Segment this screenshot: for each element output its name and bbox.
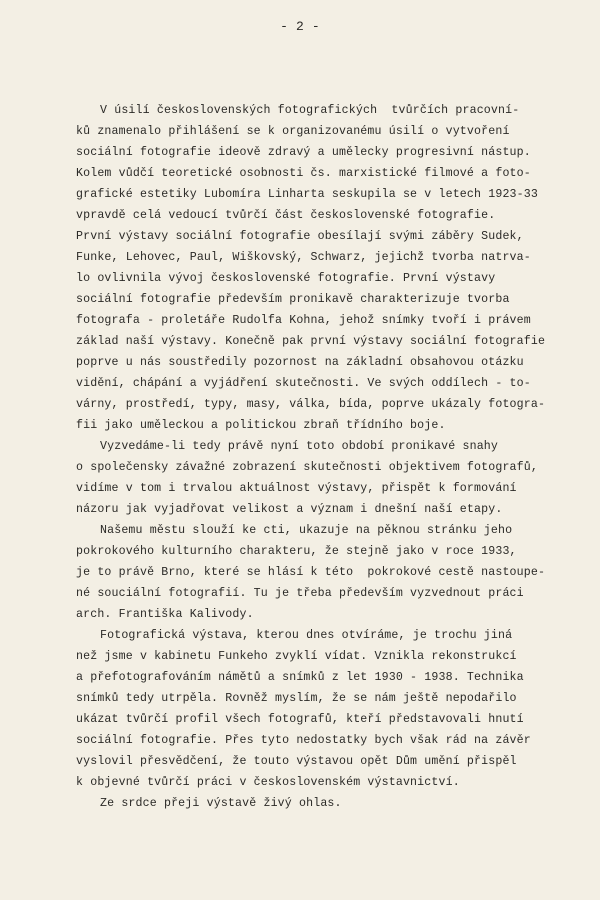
text-line: Vyzvedáme-li tedy právě nyní toto období pronikavé snahy	[100, 440, 499, 453]
text-line: lo ovlivnila vývoj československé fotografie. První výstavy	[76, 272, 496, 285]
text-line: fii jako uměleckou a politickou zbraň třídního boje.	[76, 419, 446, 432]
text-line: vidění, chápání a vyjádření skutečnosti. Ve svých oddílech - to-	[76, 377, 531, 390]
text-line: snímků tedy utrpěla. Rovněž myslím, že se nám ještě nepodařilo	[76, 692, 517, 705]
text-line: ků znamenalo přihlášení se k organizovanému úsilí o vytvoření	[76, 125, 510, 138]
paragraph-4	[76, 625, 596, 793]
text-line: vpravdě celá vedoucí tvůrčí část československé fotografie.	[76, 209, 496, 222]
text-line: je to právě Brno, které se hlásí k této pokrokové cestě nastoupe-	[76, 566, 546, 579]
text-line: První výstavy sociální fotografie obesílají svými záběry Sudek,	[76, 230, 524, 243]
text-line: Ze srdce přeji výstavě živý ohlas.	[100, 797, 342, 810]
text-line: V úsilí československých fotografických tvůrčích pracovní-	[100, 104, 520, 117]
text-line: a přefotografováním námětů a snímků z let 1930 - 1938. Technika	[76, 671, 524, 684]
text-line: než jsme v kabinetu Funkeho zvyklí vídat. Vznikla rekonstrukcí	[76, 650, 517, 663]
paragraph-1	[76, 100, 596, 436]
paragraph-5	[76, 793, 596, 814]
text-line: né souciální fotografií. Tu je třeba především vyzvednout práci	[76, 587, 524, 600]
text-line: vidíme v tom i trvalou aktuálnost výstavy, přispět k formování	[76, 482, 517, 495]
letter-body	[76, 100, 596, 814]
text-line: k objevné tvůrčí práci v československém výstavnictví.	[76, 776, 460, 789]
text-line: Funke, Lehovec, Paul, Wiškovský, Schwarz, jejichž tvorba natrva-	[76, 251, 531, 264]
text-line: fotografa - proletáře Rudolfa Kohna, jehož snímky tvoří i právem	[76, 314, 531, 327]
page-number: - 2 -	[280, 19, 320, 34]
text-line: Fotografická výstava, kterou dnes otvíráme, je trochu jiná	[100, 629, 513, 642]
text-line: pokrokového kulturního charakteru, že stejně jako v roce 1933,	[76, 545, 517, 558]
text-line: várny, prostředí, typy, masy, válka, bída, poprve ukázaly fotogra-	[76, 398, 546, 411]
paragraph-3	[76, 520, 596, 625]
text-line: grafické estetiky Lubomíra Linharta seskupila se v letech 1923-33	[76, 188, 538, 201]
text-line: sociální fotografie. Přes tyto nedostatky bych však rád na závěr	[76, 734, 531, 747]
paragraph-2	[76, 436, 596, 520]
text-line: základ naší výstavy. Konečně pak první výstavy sociální fotografie	[76, 335, 546, 348]
text-line: vyslovil přesvědčení, že touto výstavou opět Dům umění přispěl	[76, 755, 517, 768]
text-line: Kolem vůdčí teoretické osobnosti čs. marxistické filmové a foto-	[76, 167, 531, 180]
text-line: sociální fotografie především pronikavě charakterizuje tvorba	[76, 293, 510, 306]
text-line: názoru jak vyjadřovat velikost a význam i dnešní naší etapy.	[76, 503, 503, 516]
text-line: arch. Františka Kalivody.	[76, 608, 254, 621]
text-line: poprve u nás soustředily pozornost na základní obsahovou otázku	[76, 356, 524, 369]
text-line: sociální fotografie ideově zdravý a umělecky progresivní nástup.	[76, 146, 531, 159]
text-line: Našemu městu slouží ke cti, ukazuje na pěknou stránku jeho	[100, 524, 513, 537]
text-line: o společensky závažné zobrazení skutečnosti objektivem fotografů,	[76, 461, 538, 474]
text-line: ukázat tvůrčí profil všech fotografů, kteří představovali hnutí	[76, 713, 524, 726]
